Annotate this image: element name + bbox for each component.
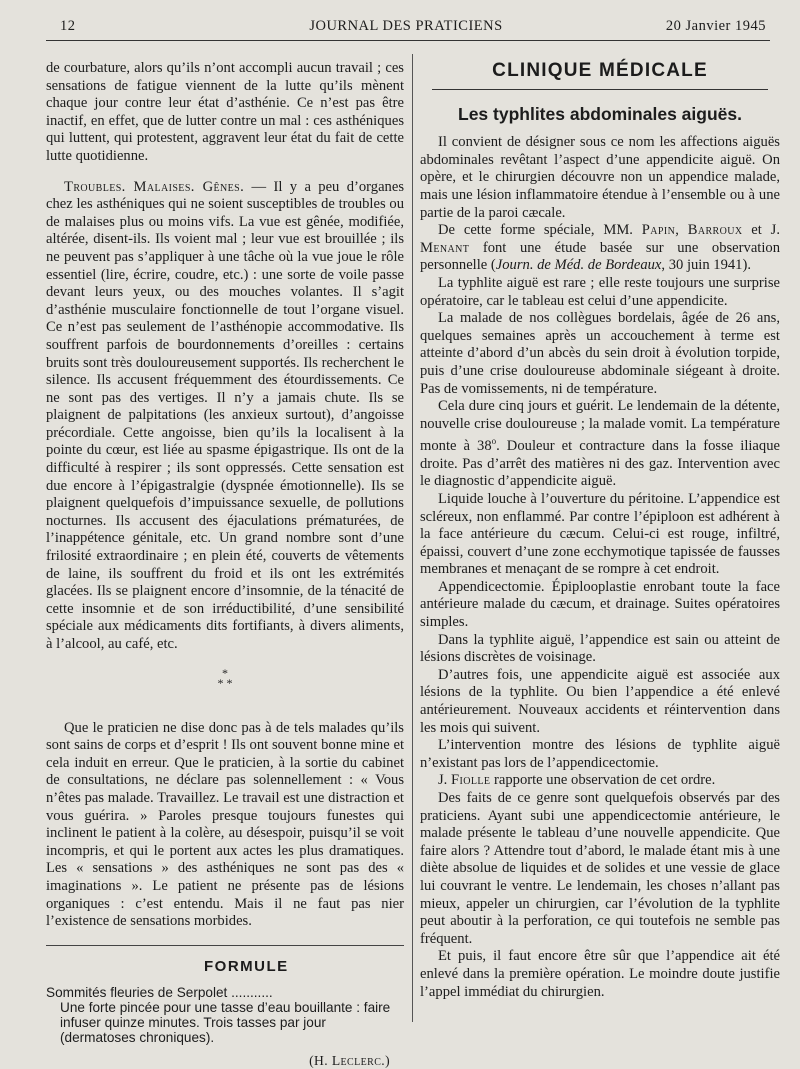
author-name: Barroux (687, 222, 743, 239)
section-rule (432, 89, 768, 90)
journal-title: JOURNAL DES PRATICIENS (309, 18, 503, 34)
running-head (46, 18, 766, 38)
author-name: Fiolle (450, 772, 491, 789)
issue-date: 20 Janvier 1945 (665, 18, 766, 34)
paragraph: Des faits de ce genre sont quelquefois observés par des praticiens. Ayant subi une appendicectomie antérieure, le malade présente le tableau d’une nouvelle appendicite. Que faire alors ? Attendre tout d’abord, le malade étant mis à une diète absolue de liquides et de solides et une vessie de glace lui couvrant le ventre. Le lendemain, les choses n’allant pas mieux, appeler un chirurgien, car l’évolution de la typhlite peut aboutir à la perforation, ce qui toutefois ne semble pas fréquent. (420, 790, 780, 947)
author-name: Papin (641, 222, 676, 239)
paragraph: Cela dure cinq jours et guérit. Le lendemain de la détente, nouvelle crise douloureuse ; la malade vomit. La température monte à 38$^o$. Douleur et contracture dans la fosse iliaque droite. Pas d’arrêt des matières ni des gaz. Intervention avec le diagnostic d’appendicite aiguë. (420, 398, 780, 490)
paragraph: de courbature, alors qu’ils n’ont accompli aucun travail ; ces sensations de fatigue viennent de la lutte qu’ils mènent chaque jour contre leur état d’asthénie. Ce n’est pas être inactif, en effet, que de lutter contre un mal : ces asthéniques qui luttent, qui protestent, aggravent leur état du fait de cette lutte quotidienne. (46, 60, 404, 164)
paragraph: Que le praticien ne dise donc pas à de tels malades qu’ils sont sains de corps et d’esprit ! Ils ont souvent bonne mine et cela induit en erreur. Que le praticien, à la sortie du cabinet de consultations, ne déclare pas solennellement : « Vous n’êtes pas malade. Travaillez. Le travail est une distraction et vous guérira. » Paroles presque toujours funestes qui inclinent le patient à la colère, au désespoir, puisqu’il se voit incompris, et qui le portent aux actes les plus dramatiques. Les « sensations » des asthéniques ne sont pas des « imaginations ». Le patient ne présente pas de lésions organiques : c’est entendu. Mais il ne faut pas nier l’existence de sensations morbides. (46, 719, 404, 930)
formule-instructions: Une forte pincée pour une tasse d’eau bouillante : faire infuser quinze minutes. Trois tasses par jour (dermatoses chroniques). (60, 1000, 391, 1046)
paragraph: D’autres fois, une appendicite aiguë est associée aux lésions de la typhlite. Ou bien l’appendice a été enlevé antérieurement. Nouveaux accidents et réintervention dans les mois qui suivent. (420, 666, 780, 736)
asterism: * * * (217, 665, 233, 690)
paragraph-heading: Troubles. Malaises. Gênes. (64, 178, 245, 195)
right-column (420, 58, 780, 1001)
formule-ingredient: Sommités fleuries de Serpolet ........... (46, 985, 273, 1001)
citation: Journ. de Méd. de Bordeaux (495, 257, 662, 274)
paragraph: L’intervention montre des lésions de typhlite aiguë n’existant pas lors de l’appendicectomie. (420, 737, 780, 771)
paragraph: Liquide louche à l’ouverture du péritoine. L’appendice est scléreux, non enflammé. Par contre l’épiploon est adhérent à la face antérieure du cæcum. Celui-ci est rouge, infiltré, épaissi, couvert d’une zone ecchymotique tapissée de fausses membranes et menaçant de se rompre à cet endroit. (420, 490, 780, 578)
left-column (46, 60, 404, 1068)
paragraph: Dans la typhlite aiguë, l’appendice est sain ou atteint de lésions discrètes de voisinage. (420, 631, 780, 666)
header-rule (46, 40, 770, 41)
paragraph: Et puis, il faut encore être sûr que l’appendice ait été enlevé dans la première opération. Le moindre doute justifie l’appel immédiat du chirurgien. (420, 948, 780, 1000)
section-title: CLINIQUE MÉDICALE (492, 60, 708, 81)
paragraph: De cette forme spéciale, MM. Papin, Barroux et J. Menant font une étude basée sur une observation personnelle (Journ. de Méd. de Bordeaux, 30 juin 1941). (420, 222, 780, 274)
paragraph: La typhlite aiguë est rare ; elle reste toujours une surprise opératoire, car le tableau est celui d’une appendicite. (420, 274, 780, 309)
author-name: Menant (420, 239, 470, 256)
paragraph-body: — Il y a peu d’organes chez les asthéniques qui ne soient susceptibles de troubles ou de malaises plus ou moins vifs. La vue est gênée, modifiée, altérée, disent-ils. Ils voient mal ; leur vue est brouillée ; ils ne peuvent pas s’appliquer à une tâche où la vue joue le rôle essentiel (lire, écrire, coudre, etc.) : une sorte de voile passe devant leurs yeux, ou des mouches volantes. Il s’agit d’asthénie musculaire fonctionnelle de tout l’organe visuel. Ce n’est pas seulement de l’asthénopie accommodative. Ils souffrent parfois de bourdonnements d’oreilles : certains bruits sont très douloureusement supportés. Ils recherchent le silence. Ils accusent fréquemment des étourdissements. Ce ne sont pas des vertiges. Il n’y a jamais chute. Ils se plaignent de palpitations (les anxieux surtout), d’angoisse précordiale. Cette angoisse, bien qu’ils la localisent à la pointe du cœur, est liée au spasme épigastrique. Ils ont de la difficulté à respirer ; ils sont oppressés. Cette sensation est due encore à l’épigastralgie (dyspnée émotionnelle). Ils se plaignent quelquefois d’impuissance sexuelle, de pollutions nocturnes. Ils accusent des éjaculations prématurées, de l’inappétence génitale, etc. Un grand nombre sont d’une frilosité extraordinaire ; en plein été, couverts de vêtements de laine, ils souffrent du froid et ils ont les extrémités glacées. Ils se plaignent encore d’insomnie, de la ténacité de cette insomnie et de son irréductibilité, d’une sensibilité spéciale aux médicaments dits fortifiants, à divers aliments, à l’alcool, au café, etc. (46, 178, 404, 652)
paragraph: Appendicectomie. Épiplooplastie enrobant toute la face antérieure malade du cæcum, et drainage. Suites opératoires simples. (420, 578, 780, 631)
paragraph: La malade de nos collègues bordelais, âgée de 26 ans, quelques semaines après un accouchement à terme est atteinte d’abord d’un abcès du sein droit à évolution torpide, puis d’une crise douloureuse abdominale siégeant à droite. Pas de vomissements, ni de température. (420, 310, 780, 397)
column-divider (412, 54, 413, 1022)
page-number: 12 (60, 18, 76, 34)
paragraph: Il convient de désigner sous ce nom les affections aiguës abdominales revêtant l’aspect d’une appendicite aiguë. On opère, et le chirurgien découvre non un appendice malade, mais une lésion inflammatoire étendue à l’ensemble ou à une partie de la paroi cæcale. (420, 134, 780, 221)
paragraph: J. Fiolle rapporte une observation de cet ordre. (438, 772, 716, 789)
formule-title: FORMULE (204, 957, 289, 975)
article-title: Les typhlites abdominales aiguës. (458, 103, 742, 124)
paragraph (46, 179, 404, 654)
formule-signature: (H. Leclerc.) (309, 1053, 390, 1069)
formule-rule (46, 945, 404, 946)
formule-box (46, 985, 404, 1068)
